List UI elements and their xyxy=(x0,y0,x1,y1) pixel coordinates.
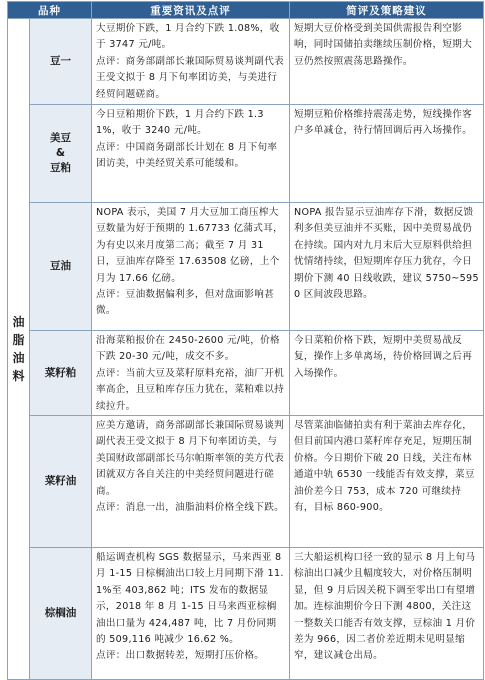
table-row xyxy=(8,105,484,203)
news-cell xyxy=(92,331,290,416)
news-comment: 点评：豆油数据偏利多，但对盘面影响甚微。 xyxy=(96,289,275,317)
advice-cell xyxy=(290,548,484,680)
variety-name-line: 豆一 xyxy=(50,55,71,67)
table-header-row xyxy=(8,2,484,19)
advice-text: NOPA 报告显示豆油库存下滑，数据反馈利多但美豆油并不买账，因中美贸易战仍在持续。国内对九月末后大豆原料供给担忧情绪持续，但短期库存压力犹存，今日期价下测 40 日线收跌，建议 5750~5950 区间波段思路。 xyxy=(294,207,479,301)
variety-name xyxy=(30,19,92,105)
variety-name-line: 豆粕 xyxy=(50,162,71,174)
advice-cell xyxy=(290,416,484,548)
variety-name-line: & xyxy=(55,147,66,159)
news-cell xyxy=(92,203,290,331)
variety-name-line: 豆油 xyxy=(50,260,71,272)
category-cell xyxy=(8,19,30,680)
news-paragraph: 应美方邀请，商务部副部长兼国际贸易谈判副代表王受文拟于 8 月下旬率团访美，与美国财政部副部长马尔帕斯率领的美方代表团就双方各自关注的中美经贸问题进行磋商。 xyxy=(96,420,284,497)
news-cell xyxy=(92,548,290,680)
advice-cell xyxy=(290,19,484,105)
news-paragraph: NOPA 表示，美国 7 月大豆加工商压榨大豆数量为好于预期的 1.67733 亿蒲式耳，为有史以来月度第二高；截至 7 月 31 日，豆油库存降至 17.63508 亿磅，上个月为 17.66 亿磅。 xyxy=(96,207,283,284)
variety-name xyxy=(30,416,92,548)
table-row xyxy=(8,19,484,105)
news-comment: 点评：中国商务副部长计划在 8 月下旬率团访美，中美经贸关系可能缓和。 xyxy=(96,141,278,170)
advice-text: 短期大豆价格受到美国供需报告利空影响，同时国储拍卖继续压制价格，短期大豆仍然按照震荡思路操作。 xyxy=(294,23,473,67)
table-row xyxy=(8,416,484,548)
table-row xyxy=(8,548,484,680)
header-advice: 简评及策略建议 xyxy=(290,2,484,19)
variety-name xyxy=(30,548,92,680)
news-comment: 点评：当前大豆及菜籽原料充裕，油厂开机率高企，且豆粕库存压力犹在，菜粕难以持续拉升。 xyxy=(96,367,284,412)
category-char: 脂 xyxy=(12,333,25,348)
news-comment: 点评：商务部副部长兼国际贸易谈判副代表王受文拟于 8 月下旬率团访美，与美进行经贸问题磋商。 xyxy=(96,55,284,100)
category-char: 油 xyxy=(12,315,25,330)
table-row xyxy=(8,203,484,331)
variety-name-line: 菜籽油 xyxy=(44,475,77,488)
header-variety: 品种 xyxy=(8,2,92,19)
news-paragraph: 沿海菜粕报价在 2450-2600 元/吨，价格下跌 20-30 元/吨，成交不多。 xyxy=(96,335,280,363)
table-row xyxy=(8,331,484,416)
advice-cell xyxy=(290,105,484,203)
news-cell xyxy=(92,416,290,548)
commodity-strategy-table xyxy=(7,1,484,680)
category-char: 料 xyxy=(12,369,25,384)
advice-text: 短期豆粕价格维持震荡走势，短线操作客户多单减仓，待行情回调后再入场操作。 xyxy=(294,109,473,137)
variety-name xyxy=(30,105,92,203)
variety-name-line: 美豆 xyxy=(50,132,71,144)
news-comment: 点评：消息一出，油脂油料价格全线下跌。 xyxy=(96,502,284,514)
category-char: 油 xyxy=(12,351,25,366)
advice-cell xyxy=(290,203,484,331)
variety-name xyxy=(30,203,92,331)
news-paragraph: 船运调查机构 SGS 数据显示，马来西亚 8 月 1-15 日棕榈油出口较上月同期下滑 11.1%至 403,862 吨；ITS 发布的数据显示，2018 年 8 月 1-15 日马来西亚棕榈油出口量为 424,487 吨，比 7 月份同期的 509,116 吨减少 16.62 %。 xyxy=(96,552,284,646)
news-paragraph: 今日豆粕期价下跌，1 月合约下跌 1.31%，收于 3240 元/吨。 xyxy=(96,109,264,137)
variety-name-line: 棕榈油 xyxy=(44,607,77,620)
advice-text: 今日菜粕价格下跌，短期中美贸易战反复，操作上多单离场，待价格回调之后再入场操作。 xyxy=(294,335,473,379)
news-paragraph: 大豆期价下跌，1 月合约下跌 1.08%，收于 3747 元/吨。 xyxy=(96,23,280,51)
news-cell xyxy=(92,19,290,105)
advice-cell xyxy=(290,331,484,416)
news-comment: 点评：出口数据转差，短期打压价格。 xyxy=(96,650,265,662)
variety-name xyxy=(30,331,92,416)
header-news: 重要资讯及点评 xyxy=(92,2,290,19)
variety-name-line: 菜籽粕 xyxy=(44,366,77,379)
advice-text: 尽管菜油临储拍卖有利于菜油去库存化，但目前国内港口菜籽库存充足，短期压制价格。今日期价下破 20 日线，关注布林通道中轨 6530 一线能否有效支撑，菜豆油价差今日 753，成本 720 可继续持有，目标 860-900。 xyxy=(294,420,475,514)
news-cell xyxy=(92,105,290,203)
advice-text: 三大船运机构口径一致的显示 8 月上旬马棕油出口减少且幅度较大，对价格压制明显，但 9 月后因关税下调至零出口有望增加。连棕油期价今日下测 4800，关注这一整数关口能否有效支撑，豆棕油 1 月价差为 966，因二者价差近期未见明显缩窄，建议减仓出局。 xyxy=(294,552,476,662)
